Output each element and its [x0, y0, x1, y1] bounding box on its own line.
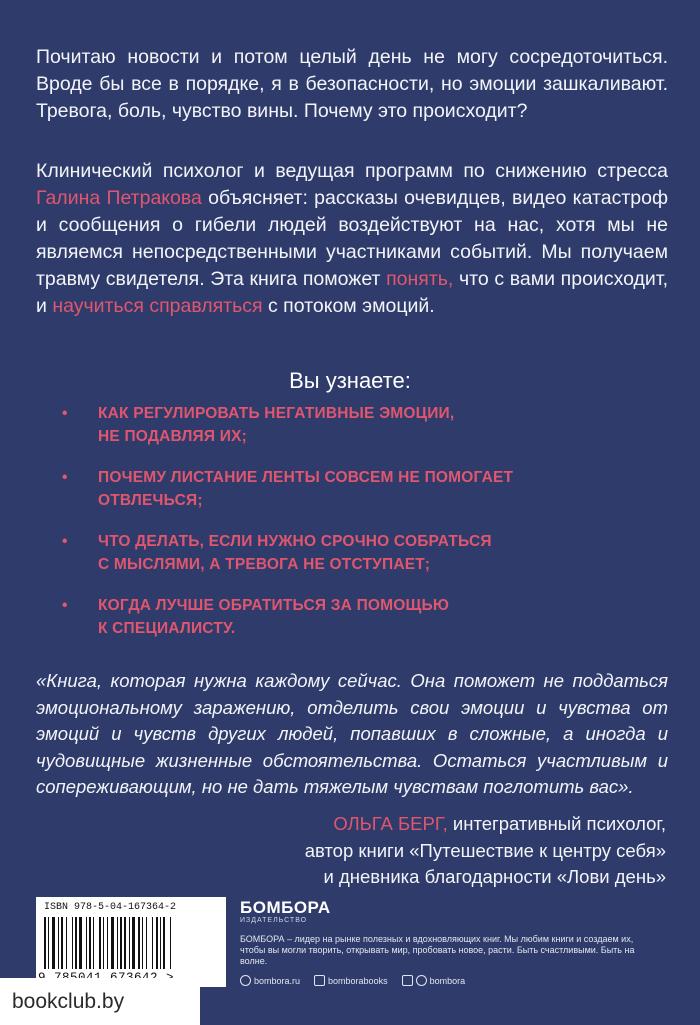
watermark: bookclub.by — [0, 978, 200, 1025]
social-label: bomborabooks — [328, 975, 388, 986]
list-item — [58, 466, 658, 512]
list-item-line: ОТВЛЕЧЬСЯ; — [98, 492, 203, 509]
publisher-description: БОМБОРА – лидер на рынке полезных и вдохновляющих книг. Мы любим книги и создаем их, чтобы вы могли творить, открывать мир, пробовать новое, расти. Быть счастливыми. Быть на волне. — [240, 934, 635, 966]
youtube-icon — [416, 975, 427, 986]
quote-author-role: интегративный психолог, — [447, 813, 666, 834]
quote-author-name: ОЛЬГА БЕРГ, — [333, 813, 448, 834]
quote-attribution — [66, 811, 666, 891]
social-link[interactable] — [402, 975, 466, 986]
bullet-icon: • — [62, 405, 68, 422]
bullet-icon: • — [62, 597, 68, 614]
vk-icon — [314, 975, 325, 986]
list-item — [58, 402, 658, 448]
list-item-line: КОГДА ЛУЧШЕ ОБРАТИТЬСЯ ЗА ПОМОЩЬЮ — [98, 597, 450, 614]
list-item-line: НЕ ПОДАВЛЯЯ ИХ; — [98, 428, 247, 445]
publisher-block — [240, 898, 670, 986]
learn-heading: Вы узнаете: — [289, 368, 411, 393]
author-name-highlight: Галина Петракова — [36, 187, 202, 209]
list-item-line: К СПЕЦИАЛИСТУ. — [98, 620, 236, 637]
telegram-icon — [402, 975, 413, 986]
review-quote: «Книга, которая нужна каждому сейчас. Она поможет не поддаться эмоциональному заражению, отделить свои эмоции и чувства от эмоций и чувств других людей, попавших в сложные, а иногда и чудовищные жизненные обстоятельства. Остаться участливым и сопереживающим, но не дать тяжелым чувствам поглотить вас». — [36, 670, 668, 797]
list-item-line: КАК РЕГУЛИРОВАТЬ НЕГАТИВНЫЕ ЭМОЦИИ, — [98, 405, 455, 422]
desc-text-1: Клинический психолог и ведущая программ по снижению стресса — [36, 160, 668, 182]
social-label: bombora — [429, 975, 466, 986]
isbn-label: ISBN 978-5-04-167364-2 — [44, 902, 177, 913]
highlight-learn-to-cope: научиться справляться — [52, 295, 263, 317]
intro-paragraph: Почитаю новости и потом целый день не могу сосредоточиться. Вроде бы все в порядке, я в безопасности, но эмоции зашкаливают. Тревога, боль, чувство вины. Почему это происходит? — [36, 46, 668, 122]
bullet-icon: • — [62, 469, 68, 486]
list-item — [58, 530, 658, 576]
publisher-socials — [240, 975, 670, 986]
learn-list — [58, 402, 658, 658]
social-label: bombora.ru — [254, 975, 301, 986]
list-item-line: С МЫСЛЯМИ, А ТРЕВОГА НЕ ОТСТУПАЕТ; — [98, 556, 431, 573]
attribution-line-2: автор книги «Путешествие к центру себя» — [304, 839, 666, 861]
social-link[interactable] — [240, 975, 300, 986]
bullet-icon: • — [62, 533, 68, 550]
barcode-icon — [44, 917, 218, 969]
description-paragraph — [36, 158, 668, 320]
barcode-panel — [36, 897, 226, 987]
publisher-logo-subtitle: ИЗДАТЕЛЬСТВО — [240, 917, 308, 924]
list-item — [58, 594, 658, 640]
social-link[interactable] — [314, 975, 388, 986]
desc-text-4: с потоком эмоций. — [262, 295, 435, 317]
list-item-line: ЧТО ДЕЛАТЬ, ЕСЛИ НУЖНО СРОЧНО СОБРАТЬСЯ — [98, 533, 492, 550]
attribution-line-1 — [66, 811, 666, 838]
list-item-line: ПОЧЕМУ ЛИСТАНИЕ ЛЕНТЫ СОВСЕМ НЕ ПОМОГАЕТ — [98, 469, 514, 486]
desc-text-3: что с вами происходит, и — [36, 268, 668, 317]
publisher-logo: БОМБОРА — [240, 898, 331, 917]
highlight-understand: понять, — [386, 268, 454, 290]
attribution-line-3: и дневника благодарности «Лови день» — [323, 866, 666, 887]
desc-text-2: объясняет: рассказы очевидцев, видео катастроф и сообщения о гибели людей воздействуют на нас, хотя мы не являемся непосредственными участниками событий. Мы получаем травму свидетеля. Эта книга поможет — [36, 187, 668, 290]
globe-icon — [240, 975, 251, 986]
